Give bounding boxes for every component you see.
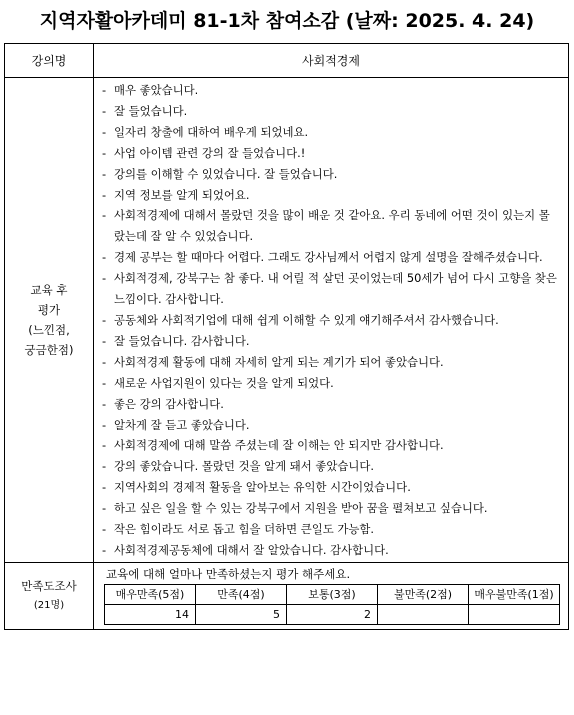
- comment-item: - 공동체와 사회적기업에 대해 쉽게 이해할 수 있게 얘기해주셔서 감사했습니다.: [102, 310, 560, 331]
- rating-value: 14: [105, 604, 196, 624]
- rating-value: [469, 604, 560, 624]
- comment-item: - 매우 좋았습니다.: [102, 80, 560, 101]
- comment-item: - 강의를 이해할 수 있었습니다. 잘 들었습니다.: [102, 164, 560, 185]
- comment-item: - 작은 힘이라도 서로 돕고 힘을 더하면 큰일도 가능함.: [102, 519, 560, 540]
- comment-item: - 사회적경제 활동에 대해 자세히 알게 되는 계기가 되어 좋았습니다.: [102, 352, 560, 373]
- comment-list: [94, 78, 568, 562]
- feedback-label-line: 궁금한점): [24, 342, 74, 357]
- feedback-label-line: 평가: [37, 302, 61, 317]
- comment-item: - 하고 싶은 일을 할 수 있는 강북구에서 지원을 받아 꿈을 펼쳐보고 싶습니다.: [102, 498, 560, 519]
- respondent-count: (21명): [33, 599, 65, 611]
- feedback-label: [5, 78, 94, 563]
- feedback-label-line: 교육 후: [30, 282, 68, 297]
- rating-header: 매우만족(5점): [105, 584, 196, 604]
- comment-item: - 경제 공부는 할 때마다 어렵다. 그래도 강사님께서 어렵지 않게 설명을 잘해주셨습니다.: [102, 247, 560, 268]
- comment-item: - 사회적경제공동체에 대해서 잘 알았습니다. 감사합니다.: [102, 540, 560, 561]
- evaluation-table: [4, 43, 569, 630]
- survey-label-cell: [5, 562, 94, 629]
- comment-item: - 사회적경제, 강북구는 참 좋다. 내 어릴 적 살던 곳이었는데 50세가 넘어 다시 고향을 찾은 느낌이다. 감사합니다.: [102, 268, 560, 310]
- survey-cell: [94, 562, 569, 629]
- lecture-label: 강의명: [5, 44, 94, 78]
- comment-item: - 알차게 잘 듣고 좋았습니다.: [102, 415, 560, 436]
- comment-item: - 지역사회의 경제적 활동을 알아보는 유익한 시간이었습니다.: [102, 477, 560, 498]
- feedback-comments-cell: [94, 78, 569, 563]
- rating-value: 2: [287, 604, 378, 624]
- comment-item: - 사업 아이템 관련 강의 잘 들었습니다.!: [102, 143, 560, 164]
- rating-header: 보통(3점): [287, 584, 378, 604]
- rating-header: 만족(4점): [196, 584, 287, 604]
- survey-label: 만족도조사: [21, 578, 77, 593]
- comment-item: - 일자리 창출에 대하여 배우게 되었네요.: [102, 122, 560, 143]
- rating-value-row: [105, 604, 560, 624]
- comment-item: - 좋은 강의 감사합니다.: [102, 394, 560, 415]
- rating-table: [104, 584, 560, 625]
- rating-header-row: [105, 584, 560, 604]
- document-title: 지역자활아카데미 81-1차 참여소감 (날짜: 2025. 4. 24): [39, 10, 535, 32]
- comment-item: - 사회적경제에 대해 말씀 주셨는데 잘 이해는 안 되지만 감사합니다.: [102, 435, 560, 456]
- comment-item: - 지역 정보를 알게 되었어요.: [102, 185, 560, 206]
- feedback-label-line: (느낀점,: [28, 322, 70, 337]
- comment-item: - 잘 들었습니다.: [102, 101, 560, 122]
- comment-item: - 잘 들었습니다. 감사합니다.: [102, 331, 560, 352]
- header-row: [5, 44, 569, 78]
- rating-value: 5: [196, 604, 287, 624]
- comment-item: - 새로운 사업지원이 있다는 것을 알게 되었다.: [102, 373, 560, 394]
- survey-question: 교육에 대해 얼마나 만족하셨는지 평가 해주세요.: [106, 566, 351, 581]
- rating-header: 불만족(2점): [378, 584, 469, 604]
- comment-item: - 사회적경제에 대해서 몰랐던 것을 많이 배운 것 같아요. 우리 동네에 어떤 것이 있는지 몰랐는데 잘 알 수 있었습니다.: [102, 205, 560, 247]
- lecture-name: 사회적경제: [94, 44, 569, 78]
- comment-item: - 강의 좋았습니다. 몰랐던 것을 알게 돼서 좋았습니다.: [102, 456, 560, 477]
- rating-header: 매우불만족(1점): [469, 584, 560, 604]
- rating-value: [378, 604, 469, 624]
- survey-row: [5, 562, 569, 629]
- feedback-row: [5, 78, 569, 563]
